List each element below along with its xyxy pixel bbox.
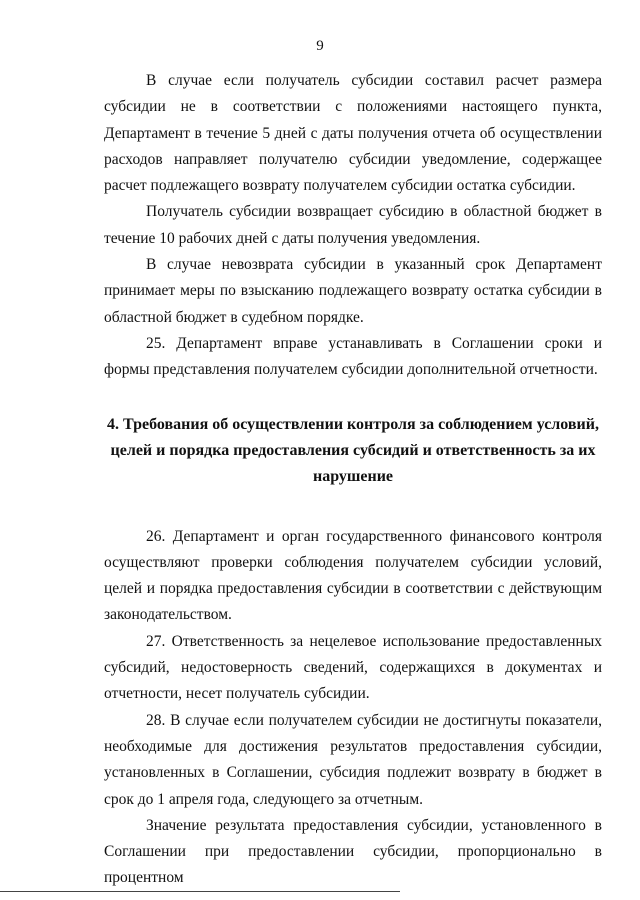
paragraph-return-deadline: Получатель субсидии возвращает субсидию в областной бюджет в течение 10 рабочих дней с даты получения уведомления. — [104, 203, 602, 247]
paragraph-27: 27. Ответственность за нецелевое использование предоставленных субсидий, недостоверность сведений, содержащихся в документах и отчетности, несет получатель субсидии. — [104, 632, 602, 703]
page-number: 9 — [316, 38, 324, 54]
bottom-rule — [0, 891, 400, 892]
paragraph-28: 28. В случае если получателем субсидии не достигнуты показатели, необходимые для достижения результатов предоставления субсидии, установленных в Соглашении, субсидия подлежит возврату в бюджет в срок до 1 апреля года, следующего за отчетным. — [104, 711, 602, 808]
paragraph-result-value: Значение результата предоставления субсидии, установленного в Соглашении при предоставлении субсидии, пропорционально в процентном — [104, 816, 602, 887]
document-body — [104, 68, 602, 892]
section-heading: 4. Требования об осуществлении контроля за соблюдением условий, целей и порядка предоставления субсидий и ответственность за их нарушение — [107, 415, 599, 485]
paragraph-26: 26. Департамент и орган государственного финансового контроля осуществляют проверки соблюдения получателем субсидии условий, целей и порядка предоставления субсидии в соответствии с действующим законодательством. — [104, 527, 602, 624]
paragraph-non-return: В случае невозврата субсидии в указанный срок Департамент принимает меры по взысканию подлежащего возврату остатка субсидии в областной бюджет в судебном порядке. — [104, 256, 602, 326]
paragraph-recalculation: В случае если получатель субсидии составил расчет размера субсидии не в соответствии с положениями настоящего пункта, Департамент в течение 5 дней с даты получения отчета об осуществлении расходов направляет получателю субсидии уведомление, содержащее расчет подлежащего возврату получателем субсидии остатка субсидии. — [104, 72, 602, 195]
paragraph-25: 25. Департамент вправе устанавливать в Соглашении сроки и формы представления получателем субсидии дополнительной отчетности. — [104, 334, 602, 379]
